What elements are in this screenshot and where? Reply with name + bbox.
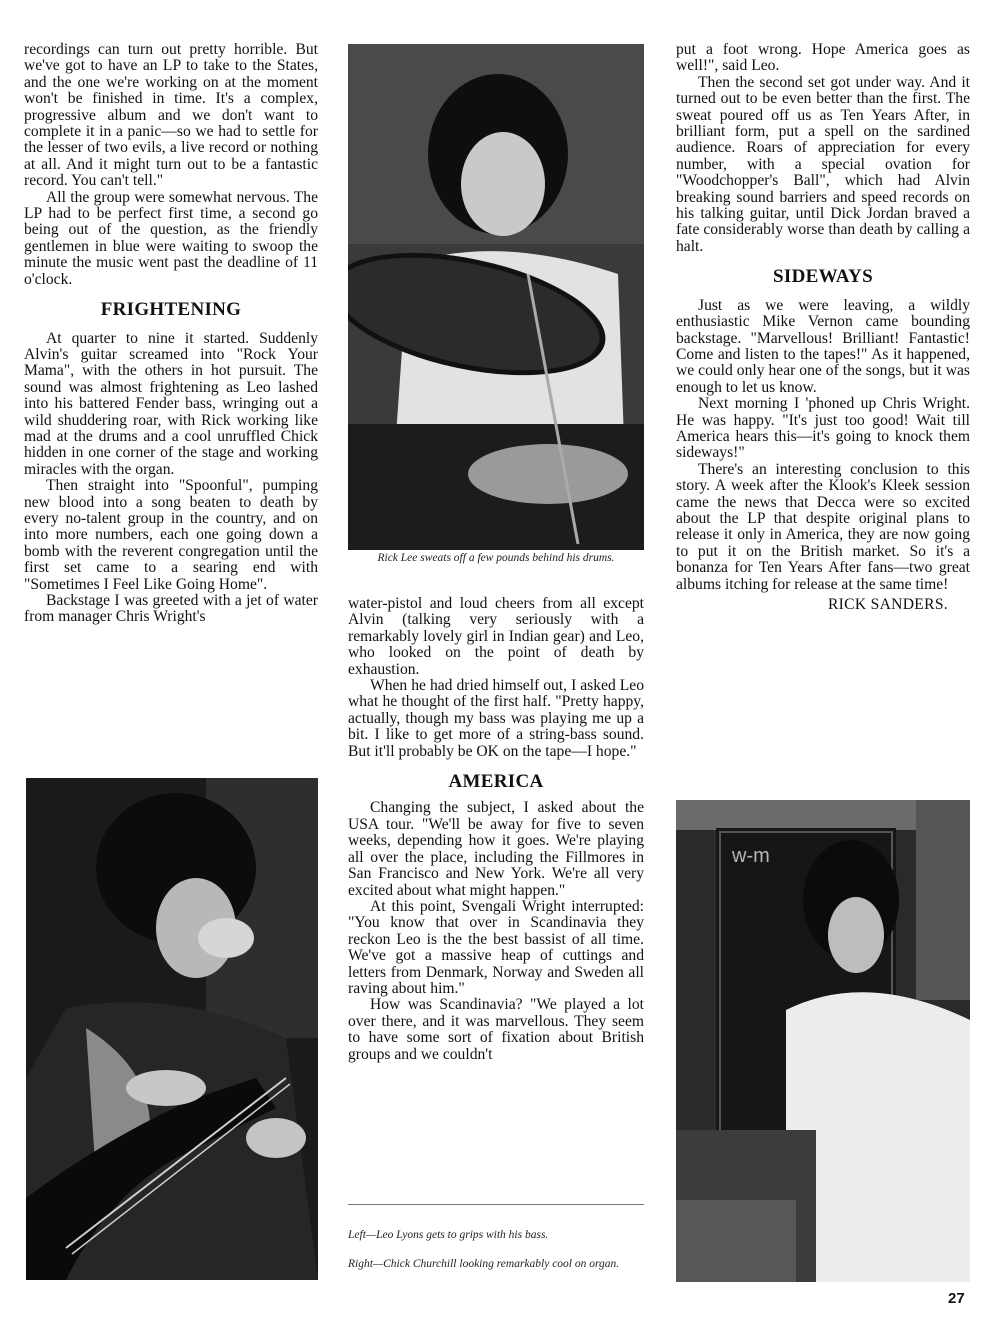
paragraph: Next morning I 'phoned up Chris Wright. He was happy. "It's just too good! Wait till America hears this—it's going to knock them sideways!": [676, 395, 970, 462]
paragraph: All the group were somewhat nervous. The LP had to be perfect first time, a second go being out of the question, as the friendly gentlemen in blue were waiting to swoop the minute the music went past the deadline of 11 o'clock.: [24, 188, 318, 288]
middle-column-text: [348, 596, 644, 1063]
photo-bassist: [26, 778, 318, 1280]
byline: RICK SANDERS.: [827, 596, 948, 613]
caption-divider: [348, 1204, 644, 1205]
paragraph: Then straight into "Spoonful", pumping new blood into a song beaten to death by every no-talent group in the country, and on into more numbers, each one going down a bomb with the reverent congregation until the first set came to a searing end with "Sometimes I Feel Like Going Home".: [24, 477, 318, 593]
amp-logo: w-m: [732, 845, 770, 867]
paragraph: There's an interesting conclusion to this story. A week after the Klook's Kleek session came the news that Decca were so excited about the LP that despite original plans to release it only in America, they are now going to put it on the British market. So it's a bonanza for Ten Years After fans—two great albums itching for release at the same time!: [676, 460, 970, 593]
caption-drummer: Rick Lee sweats off a few pounds behind his drums.: [377, 552, 615, 564]
caption-left-photo: Left—Leo Lyons gets to grips with his bass.: [348, 1229, 549, 1241]
organist-illustration: [676, 800, 970, 1282]
paragraph: put a foot wrong. Hope America goes as well!", said Leo.: [676, 41, 970, 75]
drummer-illustration: [348, 44, 644, 550]
paragraph: Backstage I was greeted with a jet of water from manager Chris Wright's: [24, 592, 318, 626]
subheading-america: AMERICA: [448, 771, 544, 793]
paragraph: water-pistol and loud cheers from all except Alvin (talking very seriously with a remarkably lovely girl in Indian gear) and Leo, who looked on the point of death by exhaustion.: [348, 595, 644, 678]
paragraph: Then the second set got under way. And it turned out to be even better than the first. The sweat poured off us as Ten Years After, in brilliant form, put a spell on the sardined audience. Roars of appreciation for every number, with a special ovation for "Woodchopper's Ball", which had Alvin breaking sound barriers and speed records on his talking guitar, until Dick Jordan braved a fate considerably worse than death by calling a halt.: [676, 73, 970, 255]
paragraph: Just as we were leaving, a wildly enthusiastic Mike Vernon came bounding backstage. "Marvellous! Brilliant! Fantastic! Come and listen to the tapes!" As it happened, we could only hear one of the songs, but it was enough to let us know.: [676, 296, 970, 396]
paragraph: At this point, Svengali Wright interrupted: "You know that over in Scandinavia they reckon Leo is the the best bassist of all time. We've got a massive heap of cuttings and letters from Denmark, Norway and Sweden all raving about him.": [348, 897, 644, 997]
paragraph: recordings can turn out pretty horrible. But we've got to have an LP to take to the States, and the one we're working on at the moment won't be finished in time. It's a complex, progressive album and we don't want to complete it in a panic—so we had to settle for the lesser of two evils, a live record or nothing at all. And it might turn out to be a fantastic record. You can't tell.": [24, 41, 318, 190]
bassist-illustration: [26, 778, 318, 1280]
subheading-sideways: SIDEWAYS: [773, 266, 873, 288]
caption-right-photo: Right—Chick Churchill looking remarkably cool on organ.: [348, 1258, 620, 1270]
paragraph: How was Scandinavia? "We played a lot over there, and it was marvellous. They seem to have some sort of fixation about British groups and we couldn't: [348, 996, 644, 1063]
left-column-text: [24, 42, 318, 626]
right-column-text: [676, 42, 970, 613]
photo-drummer: [348, 44, 644, 550]
photo-organist: [676, 800, 970, 1282]
paragraph: When he had dried himself out, I asked Leo what he thought of the first half. "Pretty happy, actually, though my bass was playing me up a bit. I like to get more of a string-bass sound. But it'll probably be OK on the tape—I hope.": [348, 677, 644, 760]
page-number: 27: [948, 1290, 965, 1307]
paragraph: At quarter to nine it started. Suddenly Alvin's guitar screamed into "Rock Your Mama", with the others in hot pursuit. The sound was almost frightening as Leo lashed into his battered Fender bass, wringing out a wild shuddering roar, with Rick working like mad at the drums and a cool unruffled Chick hidden in one corner of the stage and working miracles with the organ.: [24, 329, 318, 478]
paragraph: Changing the subject, I asked about the USA tour. "We'll be away for five to seven weeks, depending how it goes. We're playing all over the place, including the Fillmores in San Francisco and New York. We're all very excited about what might happen.": [348, 799, 644, 899]
subheading-frightening: FRIGHTENING: [100, 299, 242, 321]
